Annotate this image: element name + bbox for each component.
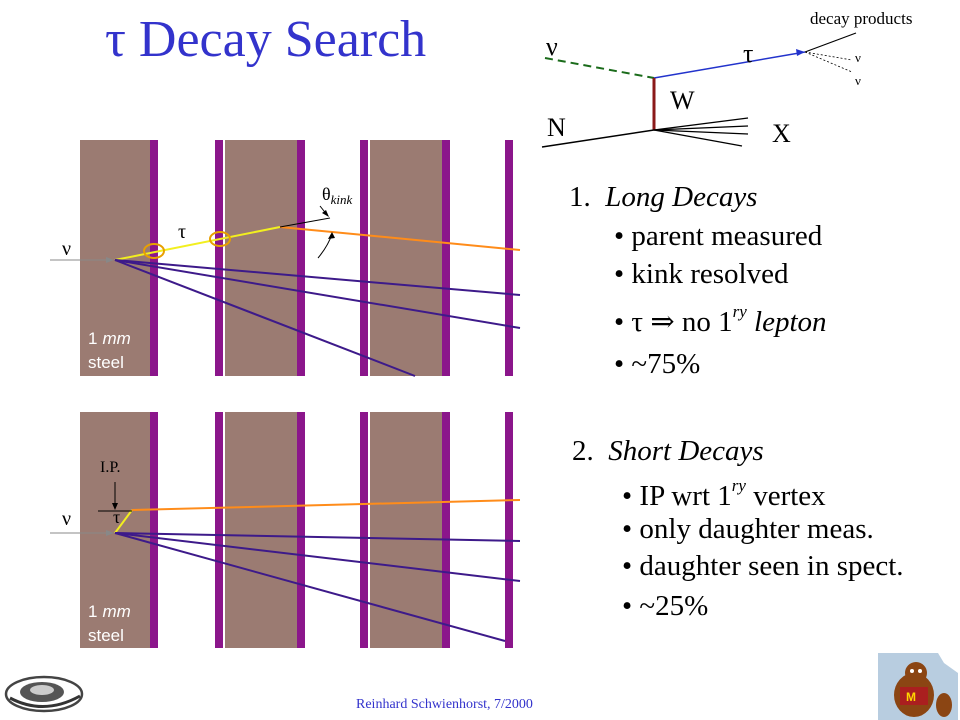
gopher-mascot-icon	[878, 653, 958, 720]
feynman-diagram	[540, 0, 960, 160]
neutrino-line	[545, 58, 654, 78]
tau-line	[654, 52, 805, 78]
bottom-nu-label: ν	[62, 508, 72, 530]
long-bullet-3: • τ ⇒ no $1^{ry}$ lepton	[614, 302, 827, 338]
short-bullet-4: • ~25%	[622, 590, 709, 622]
feynman-x-label: X	[772, 119, 791, 148]
bottom-steel-label: steel	[88, 626, 124, 645]
c672-logo-icon	[2, 668, 88, 718]
top-thickness-label: 1 mm	[88, 329, 131, 348]
feynman-n-label: N	[547, 113, 566, 142]
long-bullet-2: • kink resolved	[614, 258, 789, 290]
ip-label: I.P.	[100, 459, 121, 476]
footer-author: Reinhard Schwienhorst, 7/2000	[356, 697, 533, 712]
feynman-w-label: W	[670, 86, 695, 115]
long-bullet-1: • parent measured	[614, 220, 823, 252]
svg-text:M: M	[906, 690, 916, 704]
short-bullet-3: • daughter seen in spect.	[622, 550, 904, 582]
long-bullet-4: • ~75%	[614, 348, 701, 380]
top-nu-label: ν	[62, 238, 72, 260]
feynman-tau-label: τ	[743, 39, 754, 68]
top-tau-label: τ	[178, 221, 187, 243]
feynman-nu-label: ν	[546, 32, 558, 61]
long-decays-heading: 1. Long Decays	[569, 181, 758, 213]
bottom-thickness-label: 1 mm	[88, 602, 131, 621]
decay-products-label: decay products	[810, 9, 913, 28]
short-decays-heading: 2. Short Decays	[572, 435, 764, 467]
feynman-nu-small-2: ν	[855, 73, 861, 88]
bottom-tau-label: τ	[113, 507, 121, 527]
feynman-nu-small-1: ν	[855, 50, 861, 65]
top-steel-label: steel	[88, 353, 124, 372]
short-decay-panel	[50, 410, 525, 655]
short-bullet-1: • IP wrt $1^{ry}$ vertex	[622, 476, 826, 512]
short-bullet-2: • only daughter meas.	[622, 513, 874, 545]
theta-kink-label: $\theta_{kink}$	[322, 184, 353, 207]
long-decay-panel	[50, 138, 525, 383]
page-title: τ Decay Search	[105, 11, 427, 68]
